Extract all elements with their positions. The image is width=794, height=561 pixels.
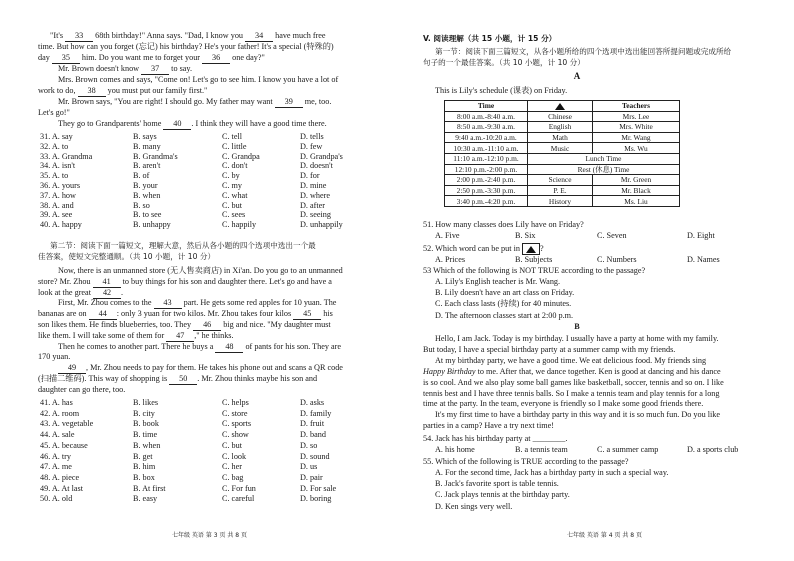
passage-b-line: It's my first time to have a birthday party in this way and it is so much fun. Do you like <box>435 410 721 420</box>
blank-41: 41 <box>93 277 121 288</box>
passage-b-label: B <box>574 322 580 331</box>
triangle-blank <box>522 243 540 255</box>
passage-line: Now, there is an unmanned store (无人售卖商店) in Xi'an. Do you go to an unmanned <box>58 266 343 275</box>
schedule-row <box>445 175 680 186</box>
option-item: B. At first <box>133 483 166 493</box>
schedule-subject: Chinese <box>528 111 593 122</box>
option-item: C. happily <box>222 220 257 230</box>
schedule-row <box>445 122 680 133</box>
answer-option: A. Five <box>435 231 460 240</box>
question-51: 51. How many classes does Lily have on Friday? <box>423 220 584 229</box>
option-item: B. unhappy <box>133 220 171 230</box>
passage-line: 49 , Mr. Zhou needs to pay for them. He takes his phone out and scans a QR code <box>58 363 397 374</box>
option-item: 45. A. because <box>40 440 88 450</box>
blank-48: 48 <box>215 342 243 353</box>
schedule-table <box>444 100 680 207</box>
answer-option: B. Six <box>515 231 536 240</box>
schedule-row <box>445 164 680 175</box>
schedule-teacher: Mrs. White <box>593 122 680 133</box>
blank-40: 40 <box>163 119 191 130</box>
passage-line: They go to Grandparents' home 40 . I think they will have a good time there. <box>58 119 327 128</box>
option-item: C. little <box>222 141 247 151</box>
option-item: B. when <box>133 440 161 450</box>
option-item: D. so <box>300 440 318 450</box>
option-item: B. get <box>133 451 153 461</box>
schedule-row <box>445 185 680 196</box>
passage-line: Mr. Brown says, "You are right! I should go. My father may want 39 me, too. <box>58 97 332 106</box>
passage-line: like them. I will take some of them for 47 ," he thinks. <box>38 330 234 340</box>
option-item: B. him <box>133 462 156 472</box>
option-item: D. Grandpa's <box>300 151 343 161</box>
option-item: 43. A. vegetable <box>40 419 94 429</box>
option-item: B. book <box>133 419 159 429</box>
option-item: 49. A. At last <box>40 483 83 493</box>
passage-b-line: But today, I have a special birthday party at a summer camp with my friends. <box>423 344 676 354</box>
option-item: D. seeing <box>300 210 331 220</box>
option-item: B. so <box>133 200 150 210</box>
option-item: D. mine <box>300 181 327 190</box>
option-item: B. box <box>133 472 155 482</box>
option-item: B. says <box>133 132 157 141</box>
passage-line: Then he comes to another part. There he buys a 48 of pants for his son. They are <box>58 341 342 351</box>
blank-50: 50 <box>169 374 197 385</box>
answer-option: C. Numbers <box>597 255 637 264</box>
answer-option: B. a tennis team <box>515 445 568 454</box>
schedule-teacher: Ms. Liu <box>593 196 680 207</box>
option-item: C. show <box>222 430 249 440</box>
passage-b-line: Happy Birthday to me. After that, we dance together. Ken is good at dancing and his dance <box>423 366 721 376</box>
blank-49: 49 <box>58 363 86 374</box>
option-item: C. don't <box>222 161 248 171</box>
option-item: C. Grandpa <box>222 151 260 161</box>
answer-option: A. Prices <box>435 255 466 264</box>
answer-option: B. Subjects <box>515 255 553 264</box>
schedule-subject: History <box>528 196 593 207</box>
option-item: B. likes <box>133 398 159 407</box>
passage-line: Mr. Brown doesn't know 37 to say. <box>58 64 193 73</box>
option-item: 33. A. Grandma <box>40 151 93 161</box>
blank-35: 35 <box>52 53 80 64</box>
answer-option: A. For the second time, Jack has a birthday party in such a special way. <box>435 468 669 477</box>
option-item: 39. A. see <box>40 210 73 220</box>
option-item: 46. A. try <box>40 451 71 461</box>
schedule-subject: Lunch Time <box>528 153 680 164</box>
schedule-row <box>445 143 680 154</box>
passage-line: Mrs. Brown comes and says, "Come on! Let's go to see him. I know you have a lot of <box>58 75 339 84</box>
passage-line: work to do, 38 you must put our family first." <box>38 86 208 95</box>
option-item: D. band <box>300 430 326 440</box>
passage-line: son likes them. He finds blueberries, too. They 46 big and nice. "My daughter must <box>38 320 331 329</box>
schedule-teacher: Mr. Wang <box>593 132 680 143</box>
option-item: C. bag <box>222 472 244 482</box>
passage-b-line: parties in a camp? Have a try next time! <box>423 421 554 431</box>
option-item: D. fruit <box>300 419 325 429</box>
blank-33: 33 <box>65 31 93 42</box>
answer-option: C. a summer camp <box>597 445 659 454</box>
option-item: B. many <box>133 141 161 151</box>
option-item: 35. A. to <box>40 171 69 181</box>
passage-line: First, Mr. Zhou comes to the 43 part. He gets some red apples for 10 yuan. The <box>58 298 337 308</box>
option-item: D. after <box>300 200 326 210</box>
triangle-icon <box>526 246 536 253</box>
question-52-end: ? <box>540 243 544 253</box>
question-52 <box>423 243 794 255</box>
option-item: 42. A. room <box>40 408 80 418</box>
schedule-teacher: Mrs. Lee <box>593 111 680 122</box>
option-item: 38. A. and <box>40 200 74 210</box>
blank-39: 39 <box>275 97 303 108</box>
option-item: C. sports <box>222 419 252 429</box>
passage-line: 170 yuan. <box>38 352 71 362</box>
answer-option: D. a sports club <box>687 445 739 454</box>
option-item: 32. A. to <box>40 141 69 151</box>
answer-option: A. Lily's English teacher is Mr. Wang. <box>435 277 561 286</box>
option-item: B. your <box>133 181 158 190</box>
schedule-time: 3:40 p.m.-4:20 p.m. <box>445 196 528 207</box>
blank-42: 42 <box>93 288 121 299</box>
option-item: 48. A. piece <box>40 472 80 482</box>
option-item: 34. A. isn't <box>40 161 76 171</box>
passage-line: look at the great 42 . <box>38 287 124 297</box>
passage-line: (扫描二维码). This way of shopping is 50 . Mr. Zhou thinks maybe his son and <box>38 374 318 383</box>
option-item: D. where <box>300 190 331 200</box>
option-item: 31. A. say <box>40 132 73 141</box>
schedule-teacher: Mr. Green <box>593 175 680 186</box>
passage-b-line: time at the party. In the team, everyone is friendly so I make some good friends there. <box>423 399 704 409</box>
schedule-time: 9:40 a.m.-10:20 a.m. <box>445 132 528 143</box>
schedule-row <box>445 153 680 164</box>
question-53: 53 Which of the following is NOT TRUE according to the passage? <box>423 266 646 275</box>
option-item: B. of <box>133 171 150 181</box>
option-item: D. boring <box>300 494 332 504</box>
schedule-header-teachers: Teachers <box>593 101 680 112</box>
triangle-icon <box>555 103 565 110</box>
passage-b-line: At my birthday party, we have a good time. We eat delicious food. My friends sing <box>435 355 707 365</box>
schedule-time: 11:10 a.m.-12:10 p.m. <box>445 153 528 164</box>
passage-a-label: A <box>573 71 581 81</box>
option-item: B. Grandma's <box>133 151 178 161</box>
option-item: B. aren't <box>133 161 161 171</box>
answer-option: A. his home <box>435 445 475 454</box>
option-item: 44. A. sale <box>40 430 75 440</box>
schedule-subject: Music <box>528 143 593 154</box>
answer-option: D. Eight <box>687 231 715 240</box>
schedule-time: 10:30 a.m.-11:10 a.m. <box>445 143 528 154</box>
question-54: 54. Jack has his birthday party at ________. <box>423 434 568 443</box>
option-item: C. but <box>222 440 243 450</box>
question-52-text: 52. Which word can be put in <box>423 243 522 253</box>
schedule-teacher: Mr. Black <box>593 185 680 196</box>
blank-36: 36 <box>202 53 230 64</box>
option-item: D. For sale <box>300 483 337 493</box>
option-item: 36. A. yours <box>40 181 81 190</box>
option-item: C. my <box>222 181 243 190</box>
option-item: C. look <box>222 451 247 461</box>
option-item: B. time <box>133 430 158 440</box>
option-item: 50. A. old <box>40 494 73 504</box>
passage-b-line: is so cool. And we also play some ball games like basketball, soccer, tennis and so on. I like <box>423 377 724 387</box>
schedule-subject: English <box>528 122 593 133</box>
option-item: D. doesn't <box>300 161 333 171</box>
schedule-subject: Rest (休息) Time <box>528 164 680 175</box>
instruction-line: 第二节：阅读下面一篇短文，理解大意，然后从各小题的四个选项中选出一个最 <box>50 241 316 250</box>
option-item: C. tell <box>222 132 243 141</box>
option-item: D. tells <box>300 132 324 141</box>
blank-45: 45 <box>293 309 321 320</box>
option-item: D. pair <box>300 472 323 482</box>
answer-option: B. Jack's favorite sport is table tennis. <box>435 479 559 489</box>
option-item: D. sound <box>300 451 330 461</box>
answer-option: D. The afternoon classes start at 2:00 p.m. <box>435 310 574 320</box>
schedule-row <box>445 196 680 207</box>
option-item: C. For fun <box>222 483 256 493</box>
passage-line: Let's go!" <box>38 108 70 117</box>
blank-37: 37 <box>141 64 169 75</box>
option-item: C. but <box>222 200 243 210</box>
schedule-header-time: Time <box>445 101 528 112</box>
passage-line: daughter can go there, too. <box>38 384 126 394</box>
reading-section-title: V. 阅读理解（共 15 小题，计 15 分） <box>423 34 557 43</box>
option-item: 40. A. happy <box>40 220 82 230</box>
schedule-subject: Science <box>528 175 593 186</box>
schedule-time: 2:00 p.m.-2:40 p.m. <box>445 175 528 186</box>
schedule-teacher: Ms. Wu <box>593 143 680 154</box>
schedule-row <box>445 132 680 143</box>
option-item: D. unhappily <box>300 220 343 230</box>
answer-option: C. Seven <box>597 231 627 240</box>
passage-b-line: tennis best and I have three tennis balls. So I make a tennis team and play tennis for a long <box>423 388 720 398</box>
option-item: B. easy <box>133 494 158 504</box>
answer-option: D. Names <box>687 255 720 264</box>
passage-line: time. But how can you forget (忘记) his birthday? He's your father! It's a special (特殊的) <box>38 42 334 51</box>
schedule-row <box>445 111 680 122</box>
page-footer-left: 七年级 英语 第 3 页 共 8 页 <box>172 532 247 539</box>
schedule-caption: This is Lily's schedule (课表) on Friday. <box>435 86 568 95</box>
option-item: D. family <box>300 408 332 418</box>
answer-option: C. Jack plays tennis at the birthday party. <box>435 490 570 500</box>
passage-line: store? Mr. Zhou 41 to buy things for his son and daughter there. Let's go and have a <box>38 276 332 286</box>
answer-option: C. Each class lasts (持续) for 40 minutes. <box>435 299 572 309</box>
schedule-time: 2:50 p.m.-3:30 p.m. <box>445 185 528 196</box>
reading-intro-line-2: 句子的一个最佳答案。（共 10 小题，计 10 分） <box>423 58 585 67</box>
passage-b-line: Hello, I am Jack. Today is my birthday. I usually have a party at home with my family. <box>435 334 719 343</box>
schedule-time: 8:00 a.m.-8:40 a.m. <box>445 111 528 122</box>
right-page <box>397 0 794 561</box>
schedule-header-blank <box>528 101 593 112</box>
option-item: C. sees <box>222 210 246 220</box>
instruction-line: 佳答案，使短文完整通顺。（共 10 小题，计 10 分） <box>38 252 216 261</box>
passage-line: bananas are on 44 : only 3 yuan for two kilos. Mr. Zhou takes four kilos 45 his <box>38 309 333 319</box>
schedule-time: 12:10 p.m.-2:00 p.m. <box>445 164 528 175</box>
question-55: 55. Which of the following is TRUE according to the passage? <box>423 457 629 466</box>
reading-intro-line-1: 第一节：阅读下面三篇短文，从各小题所给的四个选项中选出能回答所提问题或完成所给 <box>435 47 732 56</box>
blank-34: 34 <box>245 31 273 42</box>
option-item: B. to see <box>133 210 162 220</box>
answer-option: D. Ken sings very well. <box>435 501 513 511</box>
option-item: D. us <box>300 462 318 472</box>
answer-option: B. Lily doesn't have an art class on Friday. <box>435 288 575 298</box>
option-item: B. city <box>133 408 155 418</box>
schedule-subject: P. E. <box>528 185 593 196</box>
option-item: 37. A. how <box>40 190 76 200</box>
option-item: D. few <box>300 141 323 151</box>
blank-38: 38 <box>78 86 106 97</box>
passage-line: day 35 him. Do you want me to forget your 36 one day?" <box>38 53 265 62</box>
option-item: 41. A. has <box>40 398 73 407</box>
blank-44: 44 <box>89 309 117 320</box>
blank-46: 46 <box>193 320 221 331</box>
option-item: B. when <box>133 190 161 200</box>
option-item: D. asks <box>300 398 325 407</box>
option-item: 47. A. me <box>40 462 72 472</box>
option-item: D. for <box>300 171 320 181</box>
option-item: C. helps <box>222 398 249 407</box>
option-item: C. by <box>222 171 240 181</box>
option-item: C. careful <box>222 494 255 504</box>
page-footer-right: 七年级 英语 第 4 页 共 8 页 <box>567 532 642 539</box>
blank-43: 43 <box>154 298 182 309</box>
schedule-time: 8:50 a.m.-9:30 a.m. <box>445 122 528 133</box>
option-item: C. what <box>222 190 248 200</box>
option-item: C. store <box>222 408 248 418</box>
option-item: C. her <box>222 462 243 472</box>
blank-47: 47 <box>166 331 194 342</box>
schedule-subject: Math <box>528 132 593 143</box>
passage-line: "It's 33 68th birthday!" Anna says. "Dad, I know you 34 have much free <box>50 31 326 40</box>
